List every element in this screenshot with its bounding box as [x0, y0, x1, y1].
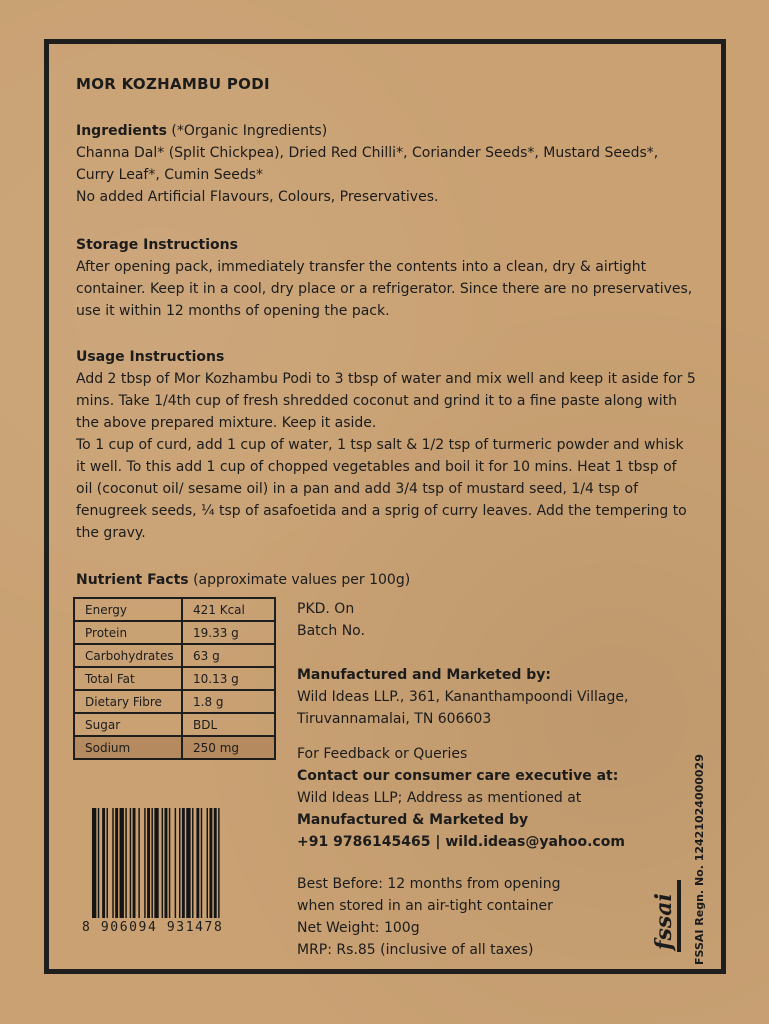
barcode-bar [115, 808, 118, 918]
barcode-bar [138, 808, 139, 918]
nutrient-value: 1.8 g [182, 690, 275, 713]
nutrient-value: 19.33 g [182, 621, 275, 644]
ingredients-heading: Ingredients [76, 123, 167, 139]
feedback-line-4: Manufactured & Marketed by [297, 812, 529, 828]
barcode-bar [125, 808, 126, 918]
packing-info [297, 598, 697, 642]
product-title: MOR KOZHAMBU PODI [76, 75, 270, 93]
barcode-bar [218, 808, 219, 918]
nutrient-name: Protein [74, 621, 182, 644]
ingredients-note: (*Organic Ingredients) [171, 123, 328, 139]
nutrient-name: Dietary Fibre [74, 690, 182, 713]
mrp: MRP: Rs.85 (inclusive of all taxes) [297, 942, 534, 958]
barcode-bar [154, 808, 158, 918]
barcode-bar [186, 808, 190, 918]
usage-section [76, 346, 696, 544]
feedback-line-3: Wild Ideas LLP; Address as mentioned at [297, 790, 582, 806]
barcode-bar [147, 808, 150, 918]
nutrient-value: 421 Kcal [182, 598, 275, 621]
feedback-line-2: Contact our consumer care executive at: [297, 768, 619, 784]
barcode-bar [144, 808, 145, 918]
feedback-line-1: For Feedback or Queries [297, 746, 468, 762]
barcode-bar [133, 808, 136, 918]
nutrient-name: Total Fat [74, 667, 182, 690]
barcode-bars [88, 808, 266, 918]
batch-label: Batch No. [297, 623, 365, 639]
barcode-bar [209, 808, 212, 918]
ingredients-section [76, 120, 696, 208]
best-before-info [297, 873, 697, 961]
best-before-line-2: when stored in an air-tight container [297, 898, 553, 914]
usage-text-2: To 1 cup of curd, add 1 cup of water, 1 tsp salt & 1/2 tsp of turmeric powder and whisk it well. To this add 1 cup of chopped vegetables and boil it for 10 mins. Heat 1 tbsp of oil (coconut oil/ sesame oil) in a pan and add 3/4 tsp of mustard seed, 1/4 tsp of fenugreek seeds, ¼ tsp of asafoetida and a sprig of curry leaves. Add the tempering to the gravy. [76, 437, 687, 541]
table-row [74, 644, 275, 667]
no-added-text: No added Artificial Flavours, Colours, Preservatives. [76, 189, 439, 205]
manufacturer-line-2: Tiruvannamalai, TN 606603 [297, 711, 492, 727]
fssai-logo-text: fssai [651, 893, 677, 950]
nutrient-table [73, 597, 276, 760]
feedback-info [297, 743, 697, 853]
nutrient-facts-header [76, 572, 410, 588]
barcode-bar [165, 808, 168, 918]
barcode-bar [214, 808, 217, 918]
fssai-logo [651, 876, 695, 956]
barcode-bar [98, 808, 99, 918]
manufacturer-info [297, 664, 697, 730]
barcode-bar [182, 808, 185, 918]
barcode-number: 8 906094 931478 [82, 920, 224, 935]
nutrient-value: 250 mg [182, 736, 275, 759]
nutrient-name: Sodium [74, 736, 182, 759]
table-row [74, 713, 275, 736]
barcode-bar [169, 808, 170, 918]
nutrient-value: 10.13 g [182, 667, 275, 690]
barcode [82, 808, 266, 936]
net-weight: Net Weight: 100g [297, 920, 420, 936]
barcode-bar [151, 808, 152, 918]
manufacturer-heading: Manufactured and Marketed by: [297, 667, 551, 683]
fssai-logo-icon [651, 876, 695, 956]
barcode-bar [162, 808, 163, 918]
table-row [74, 621, 275, 644]
nutrient-value: BDL [182, 713, 275, 736]
storage-section [76, 234, 696, 322]
fssai-registration: FSSAI Regn. No. 12421024000029 [693, 754, 706, 965]
storage-heading: Storage Instructions [76, 237, 238, 253]
pkd-label: PKD. On [297, 601, 355, 617]
barcode-bar [201, 808, 202, 918]
nutrient-name: Sugar [74, 713, 182, 736]
barcode-bar [196, 808, 199, 918]
ingredients-list: Channa Dal* (Split Chickpea), Dried Red Chilli*, Coriander Seeds*, Mustard Seeds*, Curry Leaf*, Cumin Seeds* [76, 145, 659, 183]
barcode-bar [192, 808, 193, 918]
barcode-bar [120, 808, 124, 918]
barcode-bar [112, 808, 113, 918]
table-row [74, 667, 275, 690]
nutrient-note: (approximate values per 100g) [193, 572, 411, 588]
barcode-bar [102, 808, 105, 918]
storage-text: After opening pack, immediately transfer the contents into a clean, dry & airtight container. Keep it in a cool, dry place or a refrigerator. Since there are no preservatives, use it within 12 months of opening the pack. [76, 259, 693, 319]
nutrient-heading: Nutrient Facts [76, 572, 189, 588]
barcode-bar [92, 808, 96, 918]
nutrient-name: Carbohydrates [74, 644, 182, 667]
table-row [74, 598, 275, 621]
nutrient-name: Energy [74, 598, 182, 621]
nutrient-value: 63 g [182, 644, 275, 667]
usage-heading: Usage Instructions [76, 349, 225, 365]
barcode-bar [207, 808, 208, 918]
best-before-line-1: Best Before: 12 months from opening [297, 876, 561, 892]
feedback-contact: +91 9786145465 | wild.ideas@yahoo.com [297, 834, 625, 850]
barcode-bar [107, 808, 108, 918]
table-row [74, 690, 275, 713]
table-row [74, 736, 275, 759]
barcode-bar [175, 808, 176, 918]
barcode-bar [179, 808, 180, 918]
usage-text-1: Add 2 tbsp of Mor Kozhambu Podi to 3 tbsp of water and mix well and keep it aside for 5 mins. Take 1/4th cup of fresh shredded coconut and grind it to a fine paste along with the above prepared mixture. Keep it aside. [76, 371, 696, 431]
manufacturer-line-1: Wild Ideas LLP., 361, Kananthampoondi Village, [297, 689, 629, 705]
barcode-bar [130, 808, 131, 918]
